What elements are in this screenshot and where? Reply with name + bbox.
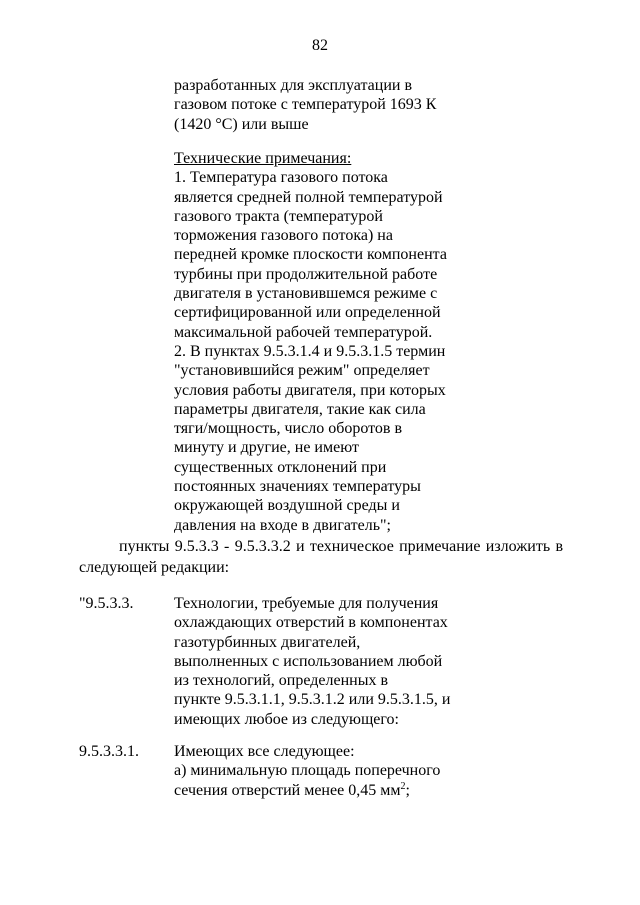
text-line: "установившийся режим" определяет xyxy=(174,362,430,380)
text-line: передней кромке плоскости компонента xyxy=(174,246,447,264)
text-line: разработанных для эксплуатации в xyxy=(174,77,412,94)
text-line: сертифицированной или определенной xyxy=(174,304,441,322)
text-line: тяги/мощность, число оборотов в xyxy=(174,420,403,438)
text-line: 2. В пунктах 9.5.3.1.4 и 9.5.3.1.5 термин xyxy=(174,342,446,360)
text-line: а) минимальную площадь поперечного xyxy=(174,762,441,780)
technical-notes-heading: Технические примечания: xyxy=(174,150,352,167)
text-line: двигателя в установившемся режиме с xyxy=(174,285,438,303)
text-line: следующей редакции: xyxy=(79,559,230,576)
instruction-paragraph xyxy=(79,536,563,578)
text-line: пункте 9.5.3.1.1, 9.5.3.1.2 или 9.5.3.1.5, и xyxy=(174,691,451,709)
text-line: охлаждающих отверстий в компонентах xyxy=(174,614,448,632)
text-line: торможения газового потока) на xyxy=(174,227,393,245)
intro-text xyxy=(174,76,474,134)
text-line xyxy=(174,781,474,800)
clause-number: 9.5.3.3.1. xyxy=(79,743,139,760)
text-line: Технологии, требуемые для получения xyxy=(174,595,439,612)
text-line: параметры двигателя, такие как сила xyxy=(174,400,426,418)
text-line: существенных отклонений при xyxy=(174,458,387,476)
superscript: 2 xyxy=(400,780,406,792)
clause-body xyxy=(174,742,474,800)
text-line: имеющих любое из следующего: xyxy=(174,710,399,728)
text-line: давления на входе в двигатель"; xyxy=(174,516,391,534)
text-line: газовом потоке с температурой 1693 К xyxy=(174,96,437,114)
text-line: 1. Температура газового потока xyxy=(174,169,388,187)
text-line: Имеющих все следующее: xyxy=(174,743,355,760)
text-line: выполненных с использованием любой xyxy=(174,652,443,670)
text-line: турбины при продолжительной работе xyxy=(174,265,438,283)
clause-body xyxy=(174,594,474,729)
text-line: газотурбинных двигателей, xyxy=(174,633,361,651)
technical-notes xyxy=(174,149,474,535)
text-line: окружающей воздушной среды и xyxy=(174,497,400,515)
text-line: условия работы двигателя, при которых xyxy=(174,381,446,399)
page-number: 82 xyxy=(312,37,328,54)
clause-number: "9.5.3.3. xyxy=(79,595,134,612)
text-line: (1420 °С) или выше xyxy=(174,115,309,133)
text-fragment: ; xyxy=(405,781,410,799)
text-line: газового тракта (температурой xyxy=(174,207,383,225)
text-line: является средней полной температурой xyxy=(174,188,443,206)
text-line: постоянных значениях температуры xyxy=(174,478,421,496)
text-line: минуту и другие, не имеют xyxy=(174,439,359,457)
text-fragment: сечения отверстий менее 0,45 мм xyxy=(174,781,401,799)
text-line: максимальной рабочей температурой. xyxy=(174,323,433,341)
text-line: пункты 9.5.3.3 - 9.5.3.3.2 и техническое примечание изложить в xyxy=(119,538,563,555)
text-line: из технологий, определенных в xyxy=(174,672,388,690)
